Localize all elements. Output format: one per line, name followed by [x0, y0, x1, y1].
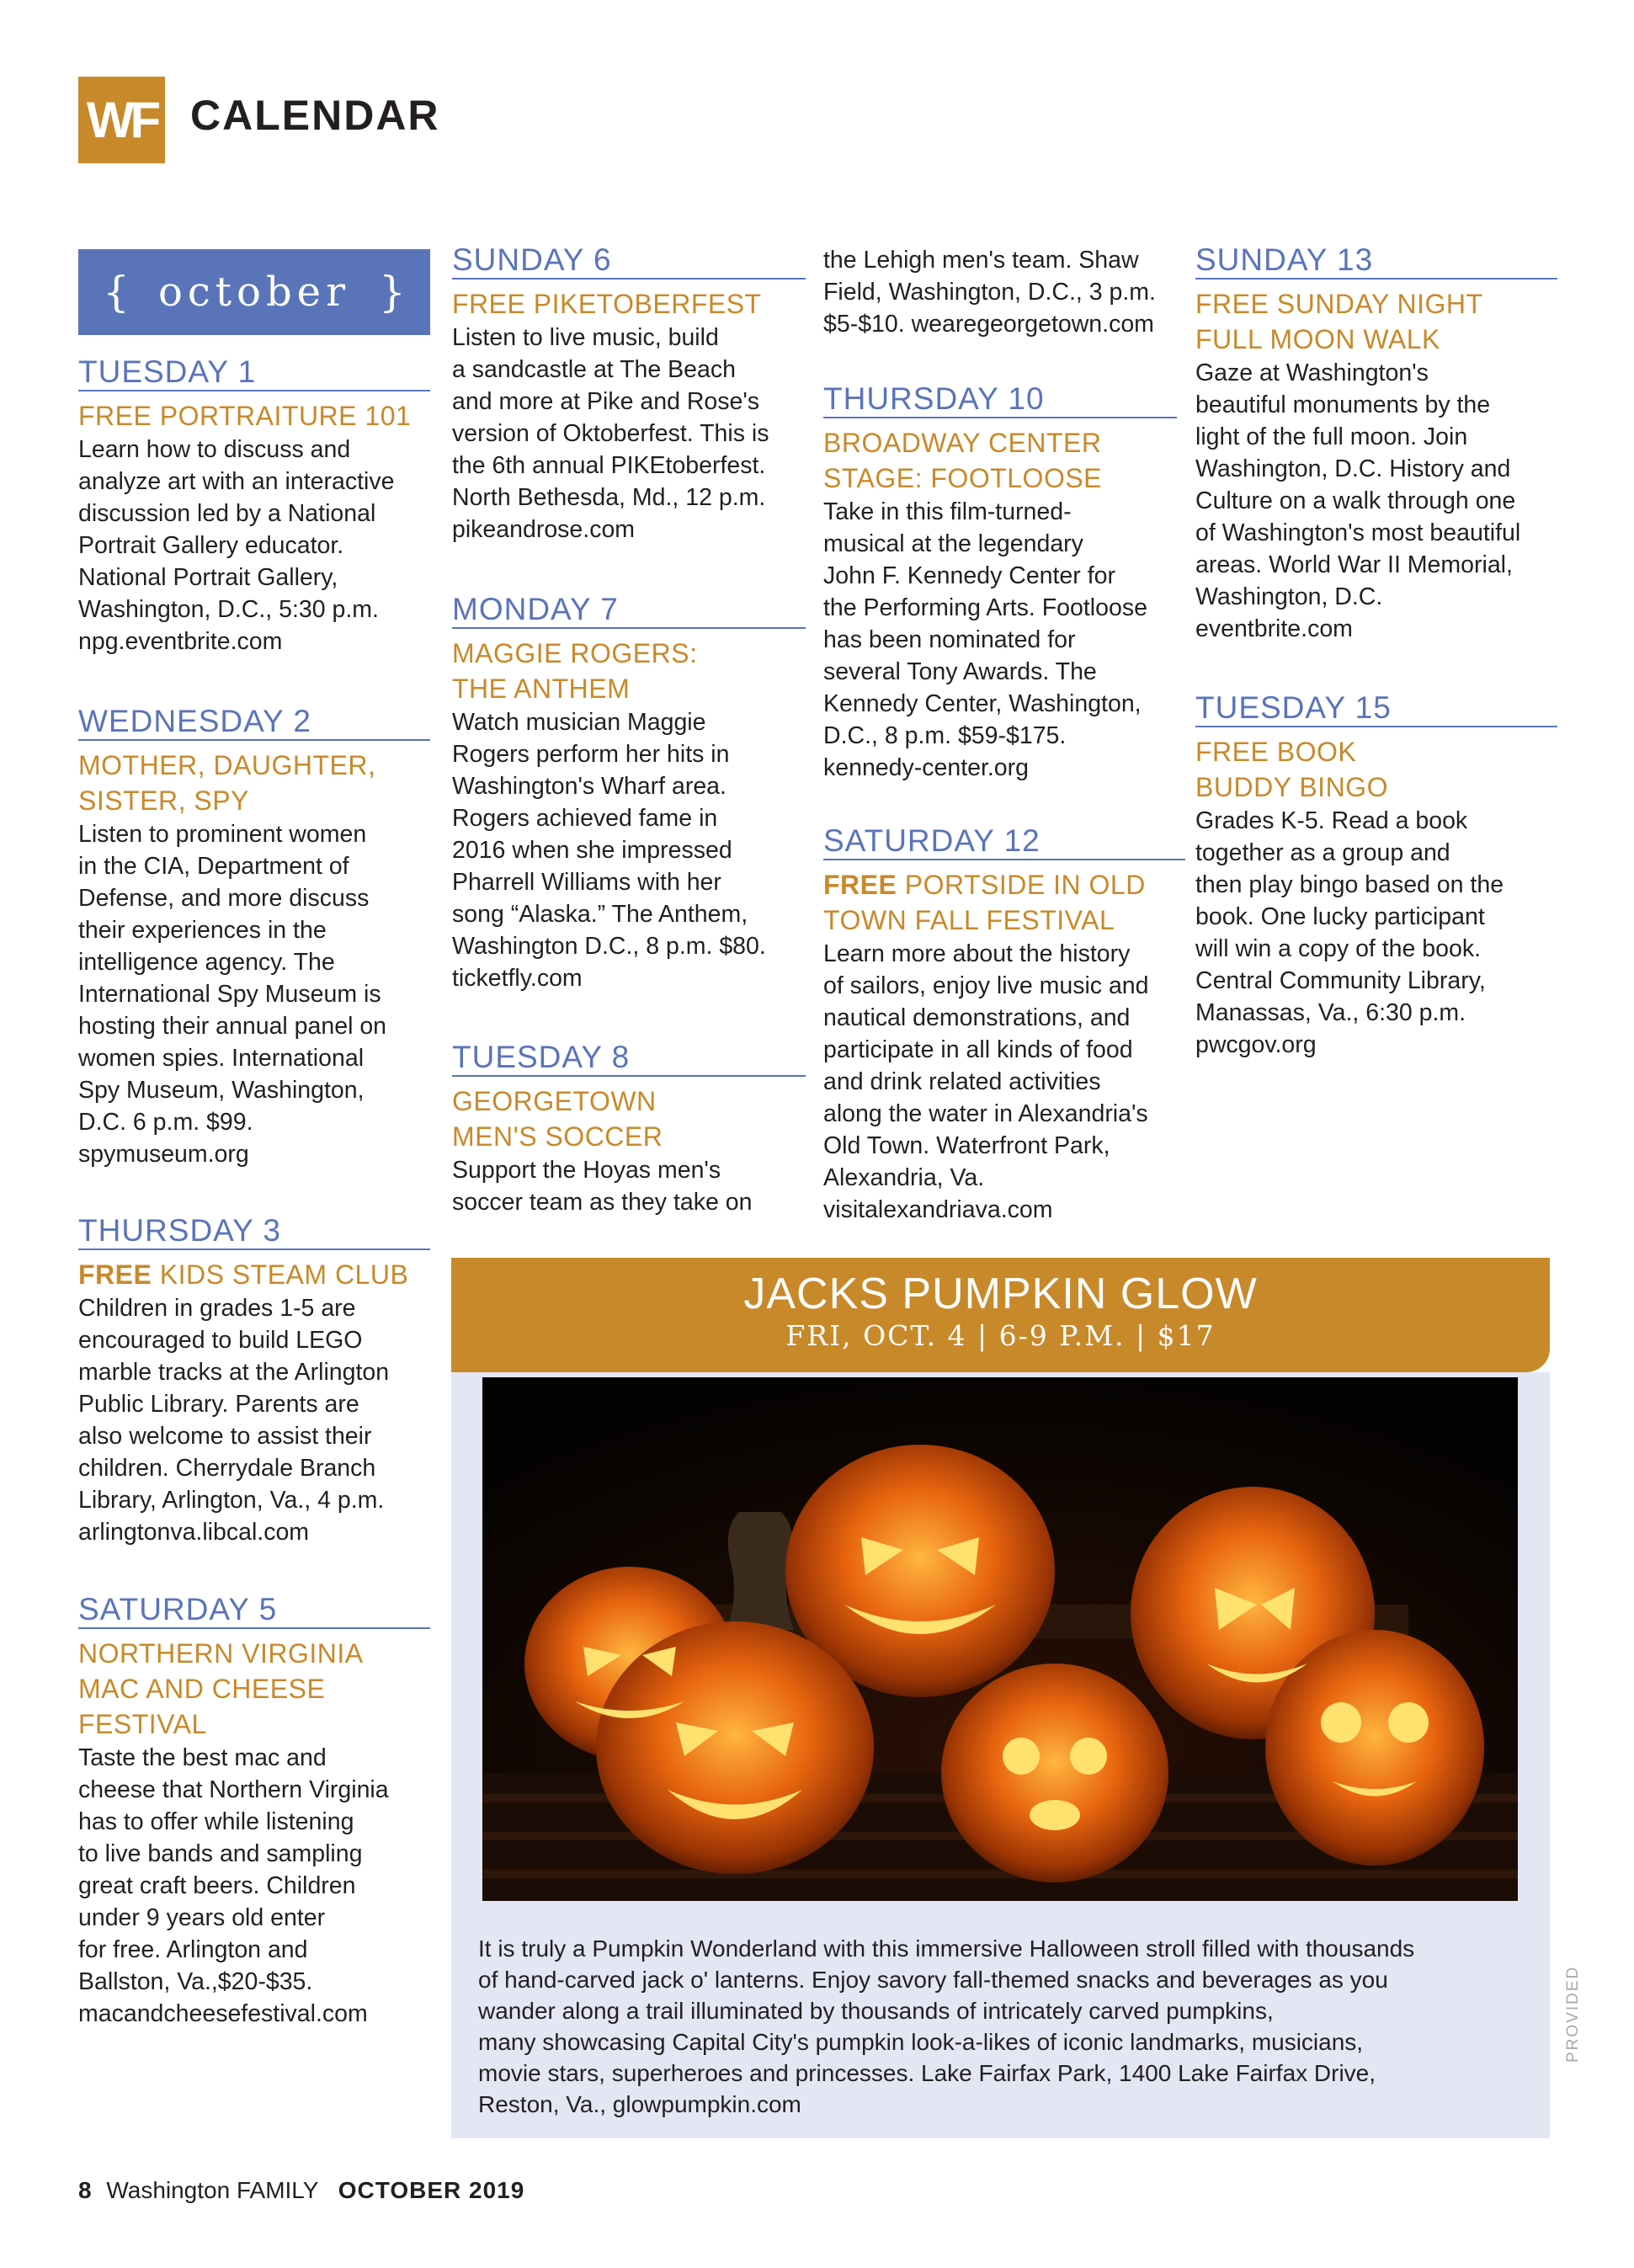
event-day: TUESDAY 8: [452, 1041, 806, 1077]
event-title: MOTHER, DAUGHTER, SISTER, SPY: [78, 750, 376, 816]
logo-text: WF: [86, 92, 157, 148]
event-day: MONDAY 7: [452, 594, 806, 629]
event-description: Gaze at Washington's beautiful monuments by the light of the full moon. Join Washington, D.C. History and Culture on a walk through one of Washington's most beautiful areas. World War II Memorial, Washington, D.C. eventbrite.com: [1195, 359, 1521, 642]
event-description: Children in grades 1-5 are encouraged to build LEGO marble tracks at the Arlington Public Library. Parents are also welcome to assist their children. Cherrydale Branch Library, Arlington, Va., 4 p.m. arlingtonva.libcal.com: [78, 1295, 390, 1546]
event-day: SATURDAY 5: [78, 1594, 430, 1629]
event-description: the Lehigh men's team. Shaw Field, Washington, D.C., 3 p.m. $5-$10. wearegeorgetown.com: [823, 247, 1156, 338]
event-saturday-5: [78, 1594, 430, 2030]
event-description: Taste the best mac and cheese that Northern Virginia has to offer while listening to live bands and sampling great craft beers. Children under 9 years old enter for free. Arlington and Ballston, Va.,$20-$35. macandcheesefestival.com: [78, 1744, 389, 2027]
event-day: THURSDAY 3: [78, 1215, 430, 1250]
event-description: Learn how to discuss and analyze art with an interactive discussion led by a National Portrait Gallery educator. National Portrait Gallery, Washington, D.C., 5:30 p.m. npg.eventbrite.com: [78, 436, 395, 655]
event-title: FREE PORTRAITURE 101: [78, 401, 412, 431]
feature-subtitle: FRI, OCT. 4 | 6-9 P.M. | $17: [785, 1319, 1216, 1352]
event-thursday-3: [78, 1215, 430, 1548]
event-title: NORTHERN VIRGINIA MAC AND CHEESE FESTIVAL: [78, 1638, 364, 1739]
feature-title: JACKS PUMPKIN GLOW: [743, 1270, 1258, 1318]
event-day: SUNDAY 6: [452, 244, 806, 280]
event-tuesday-8-continued: [823, 244, 1185, 340]
event-title: GEORGETOWN MEN'S SOCCER: [452, 1086, 663, 1152]
photo-credit: PROVIDED: [1564, 1965, 1582, 2063]
month-banner: [78, 249, 430, 335]
event-title: MAGGIE ROGERS: THE ANTHEM: [452, 638, 698, 704]
event-title: FREE SUNDAY NIGHT FULL MOON WALK: [1195, 289, 1483, 354]
pumpkin-center-front: [941, 1664, 1168, 1882]
event-description: Listen to prominent women in the CIA, Department of Defense, and more discuss their experiences in the intelligence agency. The International Spy Museum is hosting their annual panel on women spies. International Spy Museum, Washington, D.C. 6 p.m. $99. spymuseum.org: [78, 821, 387, 1168]
publication-name: Washington FAMILY: [106, 2177, 318, 2203]
event-title: BROADWAY CENTER STAGE: FOOTLOOSE: [823, 428, 1103, 493]
event-description: Watch musician Maggie Rogers perform her hits in Washington's Wharf area. Rogers achieved fame in 2016 when she impressed Pharrell Williams with her song “Alaska.” The Anthem, Washington D.C., 8 p.m. $80. ticketfly.com: [452, 709, 766, 992]
event-tuesday-15: [1195, 692, 1557, 1061]
event-monday-7: [452, 594, 806, 994]
pumpkin-far-right: [1265, 1630, 1484, 1866]
event-description: Support the Hoyas men's soccer team as they take on: [452, 1157, 753, 1216]
page-title: CALENDAR: [190, 92, 440, 139]
event-day: TUESDAY 15: [1195, 692, 1557, 727]
pumpkins-photo: [482, 1377, 1518, 1901]
event-description: Grades K-5. Read a book together as a group and then play bingo based on the book. One lucky participant will win a copy of the book. Central Community Library, Manassas, Va., 6:30 p.m. pwcgov.org: [1195, 807, 1504, 1058]
event-description: Take in this film-turned- musical at the legendary John F. Kennedy Center for the Performing Arts. Footloose has been nominated for several Tony Awards. The Kennedy Center, Washington, D.C., 8 p.m. $59-$175. kennedy-center.org: [823, 498, 1147, 781]
event-day: TUESDAY 1: [78, 356, 430, 391]
event-title: FREE BOOK BUDDY BINGO: [1195, 737, 1388, 802]
event-description: Learn more about the history of sailors, enjoy live music and nautical demonstrations, and participate in all kinds of food and drink related activities along the water in Alexandria's Old Town. Waterfront Park, Alexandria, Va. visitalexandriava.com: [823, 940, 1149, 1223]
brace-open: {: [103, 268, 130, 317]
event-title: FREE KIDS STEAM CLUB: [78, 1259, 409, 1290]
wf-logo: [78, 77, 165, 163]
event-tuesday-1: [78, 356, 430, 658]
event-tuesday-8: [452, 1041, 806, 1218]
event-day: THURSDAY 10: [823, 383, 1177, 418]
page-footer: [78, 2177, 524, 2204]
event-title: FREE PIKETOBERFEST: [452, 289, 762, 319]
brace-close: }: [379, 268, 406, 317]
pumpkin-left-front: [596, 1621, 874, 1874]
event-day: SUNDAY 13: [1195, 244, 1557, 280]
page-number: 8: [78, 2177, 92, 2203]
feature-caption: It is truly a Pumpkin Wonderland with this immersive Halloween stroll filled with thousands of hand-carved jack o' lanterns. Enjoy savory fall-themed snacks and beverages as you wander along a trail illuminated by thousands of intricately carved pumpkins, many showcasing Capital City's pumpkin look-a-likes of iconic landmarks, musicians, movie stars, superheroes and princesses. Lake Fairfax Park, 1400 Lake Fairfax Drive, Reston, Va., glowpumpkin.com: [478, 1935, 1415, 2117]
event-day: SATURDAY 12: [823, 825, 1185, 860]
event-description: Listen to live music, build a sandcastle at The Beach and more at Pike and Rose's version of Oktoberfest. This is the 6th annual PIKEtoberfest. North Bethesda, Md., 12 p.m. pikeandrose.com: [452, 324, 769, 543]
event-saturday-12: [823, 825, 1185, 1226]
issue-date: OCTOBER 2019: [338, 2177, 525, 2203]
event-wednesday-2: [78, 705, 430, 1170]
month-name: october: [157, 269, 351, 316]
vase-shape: [727, 1512, 794, 1630]
event-title: FREE PORTSIDE IN OLD TOWN FALL FESTIVAL: [823, 870, 1146, 935]
feature-header: [451, 1258, 1550, 1372]
event-thursday-10: [823, 383, 1177, 784]
event-sunday-6: [452, 244, 806, 546]
event-sunday-13: [1195, 244, 1557, 645]
event-day: WEDNESDAY 2: [78, 705, 430, 741]
